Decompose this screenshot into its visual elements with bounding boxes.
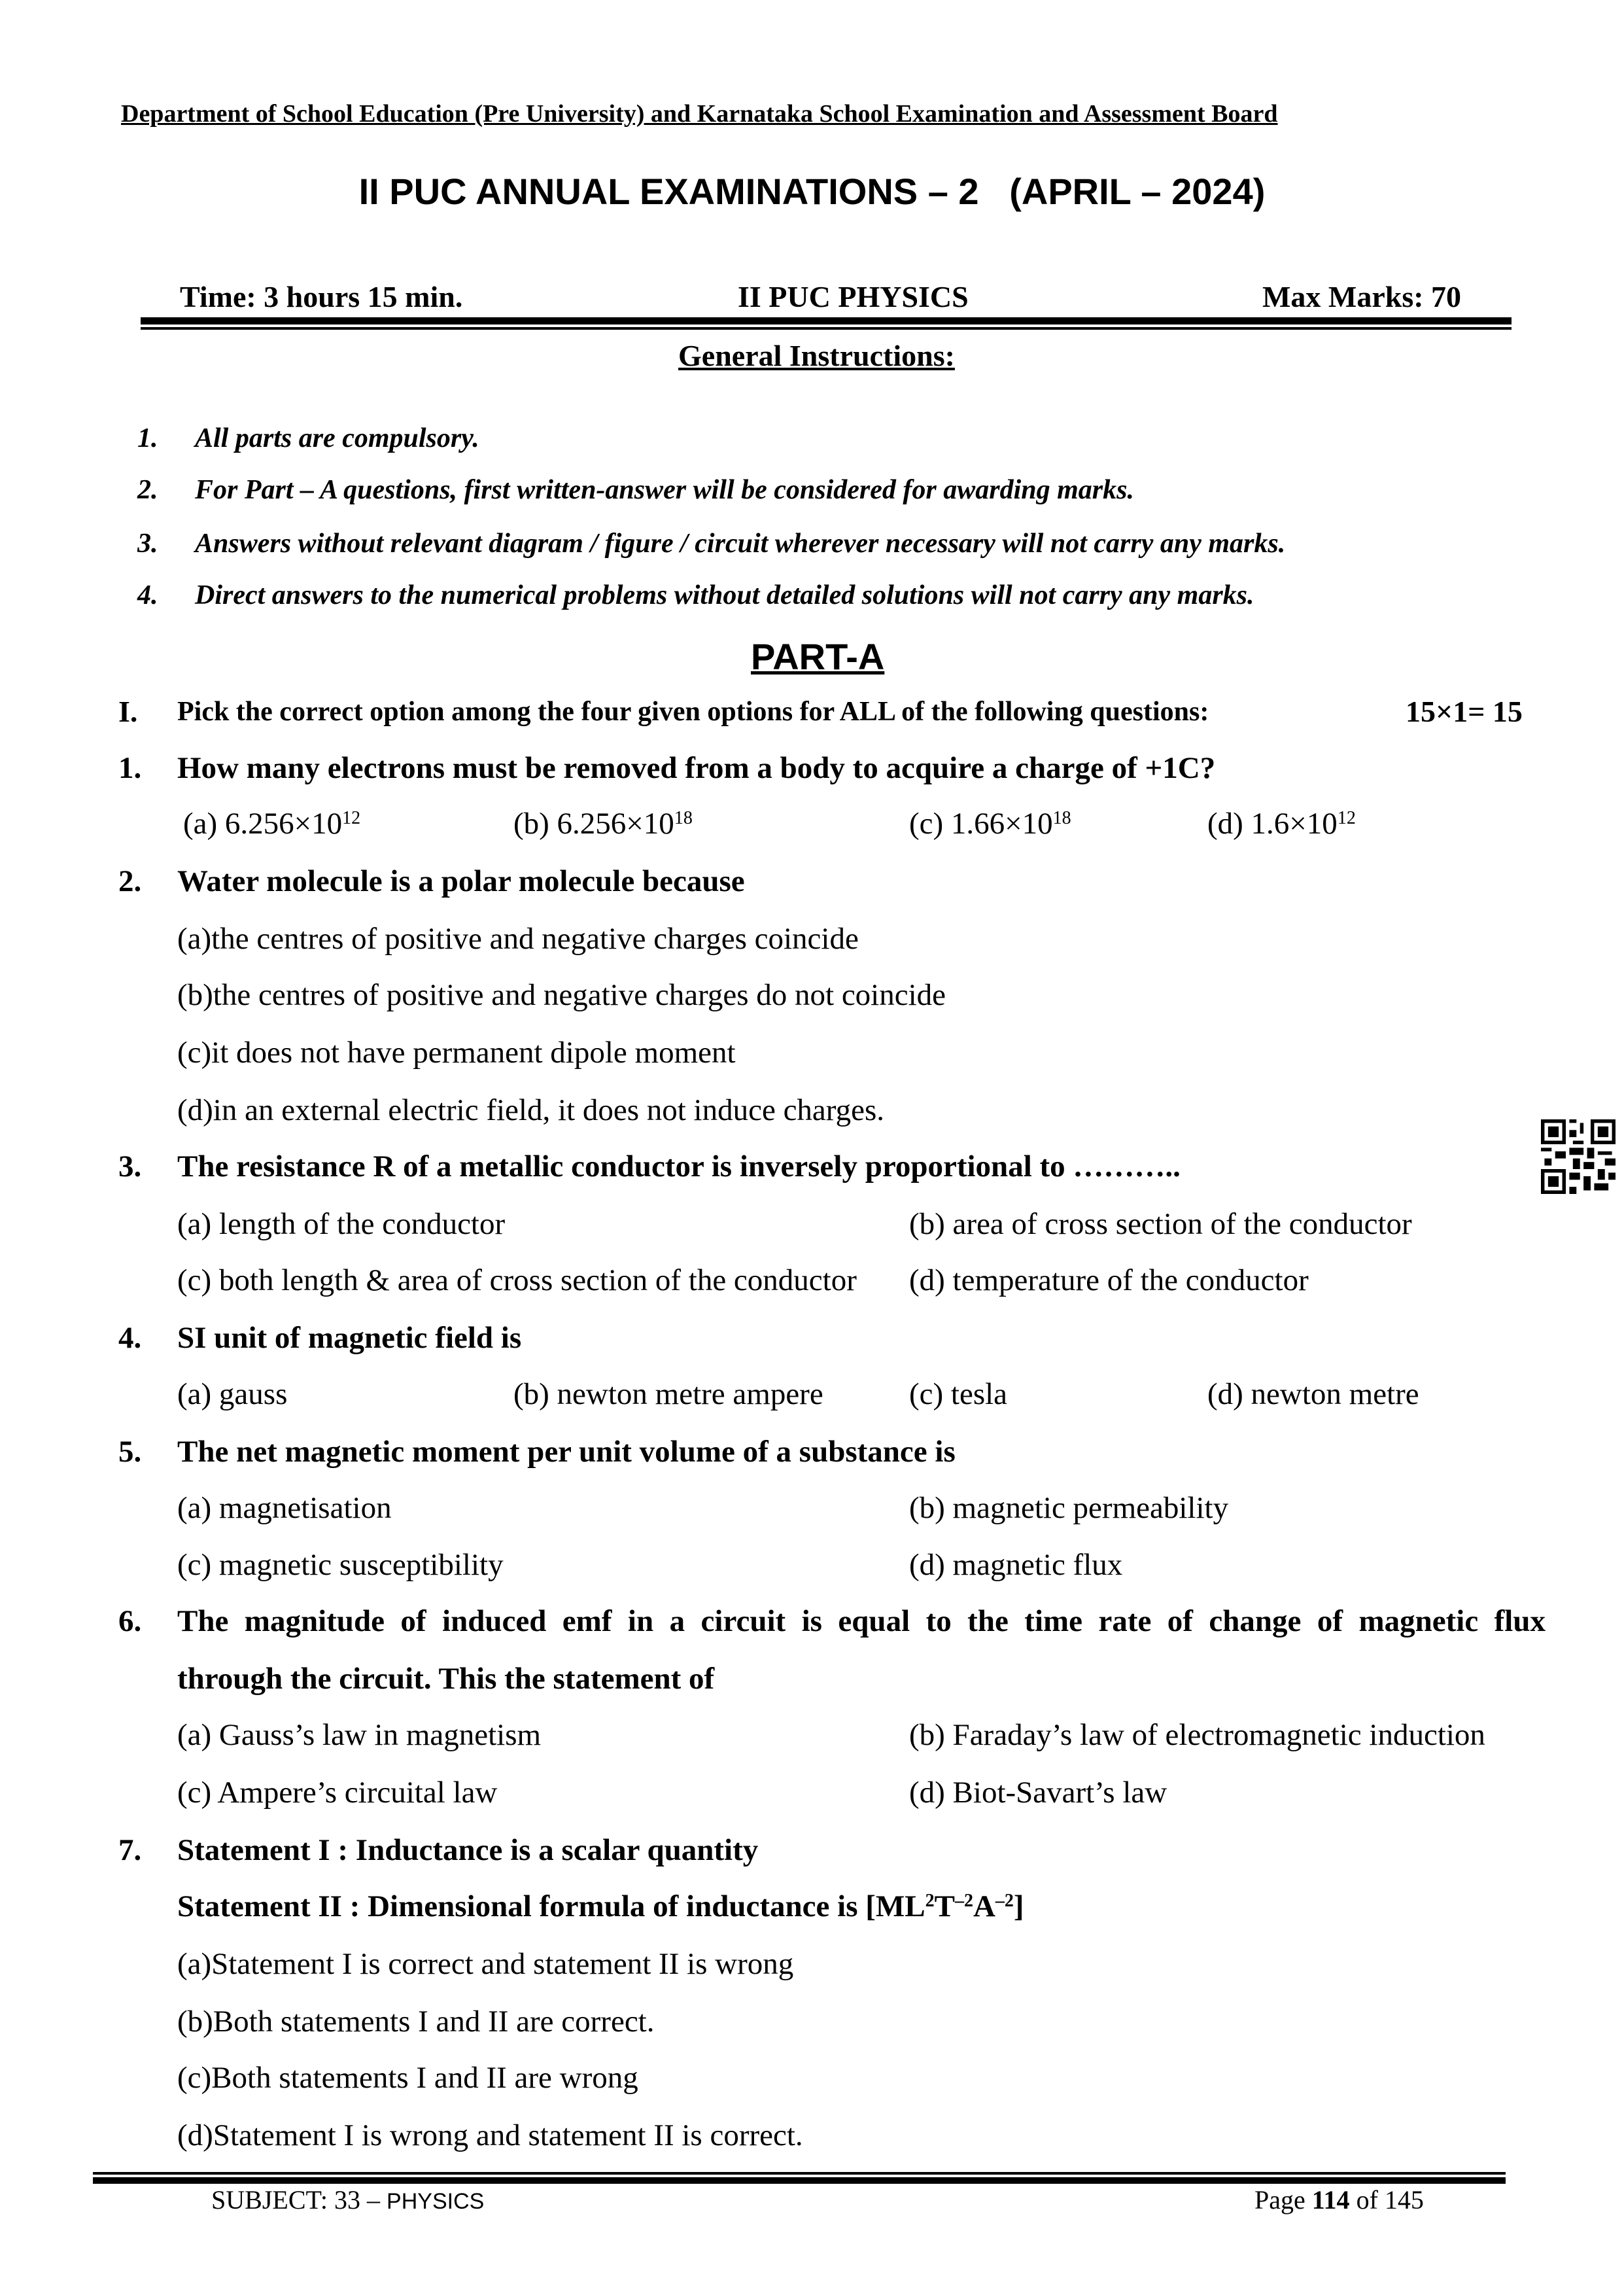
exponent: 2 — [925, 1891, 935, 1911]
page-number — [1254, 2181, 1424, 2220]
symbol-t: T — [934, 1889, 955, 1923]
bracket: ] — [1013, 1889, 1024, 1923]
section-marks: 15×1= 15 — [1406, 695, 1523, 728]
question-text: Water molecule is a polar molecule because — [177, 864, 745, 898]
option-c: (c) tesla — [909, 1377, 1008, 1411]
part-title: PART-A — [751, 636, 885, 677]
department-header: Department of School Education (Pre University) and Karnataka School Examination and Assessment Board — [121, 100, 1278, 128]
exam-subject: II PUC PHYSICS — [738, 280, 969, 313]
footer-subject-prefix: SUBJECT: 33 – — [211, 2185, 387, 2215]
question-text-line2: through the circuit. This the statement of — [177, 1662, 715, 1696]
question-num: 4. — [118, 1321, 142, 1355]
footer-subject-name: PHYSICS — [387, 2189, 485, 2214]
question-num: 6. — [118, 1604, 142, 1638]
question-num: 2. — [118, 864, 142, 898]
option-exponent: 18 — [1052, 808, 1071, 828]
option-exponent: 12 — [342, 808, 361, 828]
option-c: (c) both length & area of cross section of the conductor — [177, 1263, 857, 1297]
header-divider-thin — [141, 327, 1512, 330]
instruction-text: Direct answers to the numerical problems without detailed solutions will not carry any marks. — [195, 580, 1254, 610]
question-num: 7. — [118, 1833, 142, 1867]
option-c: (c)Both statements I and II are wrong — [177, 2061, 638, 2095]
option-a: (a)the centres of positive and negative charges coincide — [177, 922, 859, 956]
statement-2 — [177, 1887, 1024, 1926]
question-num: 5. — [118, 1435, 142, 1469]
question-text: SI unit of magnetic field is — [177, 1321, 522, 1355]
option-d: (d)in an external electric field, it does not induce charges. — [177, 1093, 884, 1127]
instruction-num: 1. — [137, 423, 158, 453]
option-d: (d) newton metre — [1207, 1377, 1419, 1411]
instruction-text: All parts are compulsory. — [195, 423, 479, 453]
option-a: (a) magnetisation — [177, 1491, 392, 1525]
page-current: 114 — [1311, 2185, 1350, 2215]
question-text: The net magnetic moment per unit volume of a substance is — [177, 1435, 956, 1469]
option-base: (a) 6.256×10 — [183, 807, 343, 841]
option-exponent: 18 — [674, 808, 693, 828]
footer-divider-thin — [93, 2172, 1506, 2175]
option-a: (a)Statement I is correct and statement II is wrong — [177, 1947, 794, 1981]
footer-subject — [211, 2181, 484, 2221]
instructions-heading: General Instructions: — [678, 339, 955, 372]
option-c — [909, 804, 1071, 843]
page-total: of 145 — [1349, 2185, 1424, 2215]
option-a: (a) length of the conductor — [177, 1207, 506, 1241]
option-b — [513, 804, 693, 843]
option-b: (b) area of cross section of the conductor — [909, 1207, 1412, 1241]
instruction-num: 4. — [137, 580, 158, 610]
page-prefix: Page — [1254, 2185, 1312, 2215]
question-text: How many electrons must be removed from a body to acquire a charge of +1C? — [177, 751, 1216, 785]
option-d: (d) Biot-Savart’s law — [909, 1776, 1167, 1810]
option-d: (d) temperature of the conductor — [909, 1263, 1309, 1297]
question-num: 1. — [118, 751, 142, 785]
question-text-line1: The magnitude of induced emf in a circuit is equal to the time rate of change of magnetic flux — [177, 1604, 1546, 1638]
instruction-num: 3. — [137, 529, 158, 559]
exam-title: II PUC ANNUAL EXAMINATIONS – 2 (APRIL – 2024) — [358, 171, 1266, 212]
instruction-num: 2. — [137, 475, 158, 505]
option-base: (c) 1.66×10 — [909, 807, 1053, 841]
statement-1: Statement I : Inductance is a scalar quantity — [177, 1833, 759, 1867]
question-text: The resistance R of a metallic conductor is inversely proportional to ……….. — [177, 1149, 1181, 1183]
instruction-text: For Part – A questions, first written-answer will be considered for awarding marks. — [195, 475, 1134, 505]
option-d — [1207, 804, 1356, 843]
option-c: (c)it does not have permanent dipole moment — [177, 1036, 736, 1070]
option-b: (b)Both statements I and II are correct. — [177, 2005, 655, 2039]
section-instruction: Pick the correct option among the four given options for ALL of the following questions: — [177, 697, 1209, 727]
option-b: (b) magnetic permeability — [909, 1491, 1229, 1525]
option-b: (b) Faraday’s law of electromagnetic induction — [909, 1718, 1485, 1752]
option-c: (c) Ampere’s circuital law — [177, 1776, 498, 1810]
question-num: 3. — [118, 1149, 142, 1183]
option-b: (b)the centres of positive and negative charges do not coincide — [177, 978, 946, 1012]
exponent: –2 — [995, 1891, 1014, 1911]
option-d: (d)Statement I is wrong and statement II is correct. — [177, 2118, 803, 2152]
max-marks: Max Marks: 70 — [1262, 280, 1462, 313]
option-b: (b) newton metre ampere — [513, 1377, 823, 1411]
symbol-a: A — [973, 1889, 995, 1923]
option-c: (c) magnetic susceptibility — [177, 1548, 504, 1582]
exam-time: Time: 3 hours 15 min. — [180, 280, 463, 313]
option-base: (b) 6.256×10 — [513, 807, 674, 841]
statement-2-text: Statement II : Dimensional formula of inductance is [ML — [177, 1889, 925, 1923]
option-a: (a) Gauss’s law in magnetism — [177, 1718, 542, 1752]
option-exponent: 12 — [1337, 808, 1356, 828]
exponent: –2 — [954, 1891, 973, 1911]
instruction-text: Answers without relevant diagram / figure / circuit wherever necessary will not carry any marks. — [195, 529, 1286, 559]
section-num: I. — [118, 695, 138, 728]
qr-code-icon — [1540, 1119, 1617, 1194]
header-divider — [141, 317, 1512, 324]
option-base: (d) 1.6×10 — [1207, 807, 1338, 841]
option-d: (d) magnetic flux — [909, 1548, 1123, 1582]
option-a — [183, 804, 360, 843]
option-a: (a) gauss — [177, 1377, 288, 1411]
